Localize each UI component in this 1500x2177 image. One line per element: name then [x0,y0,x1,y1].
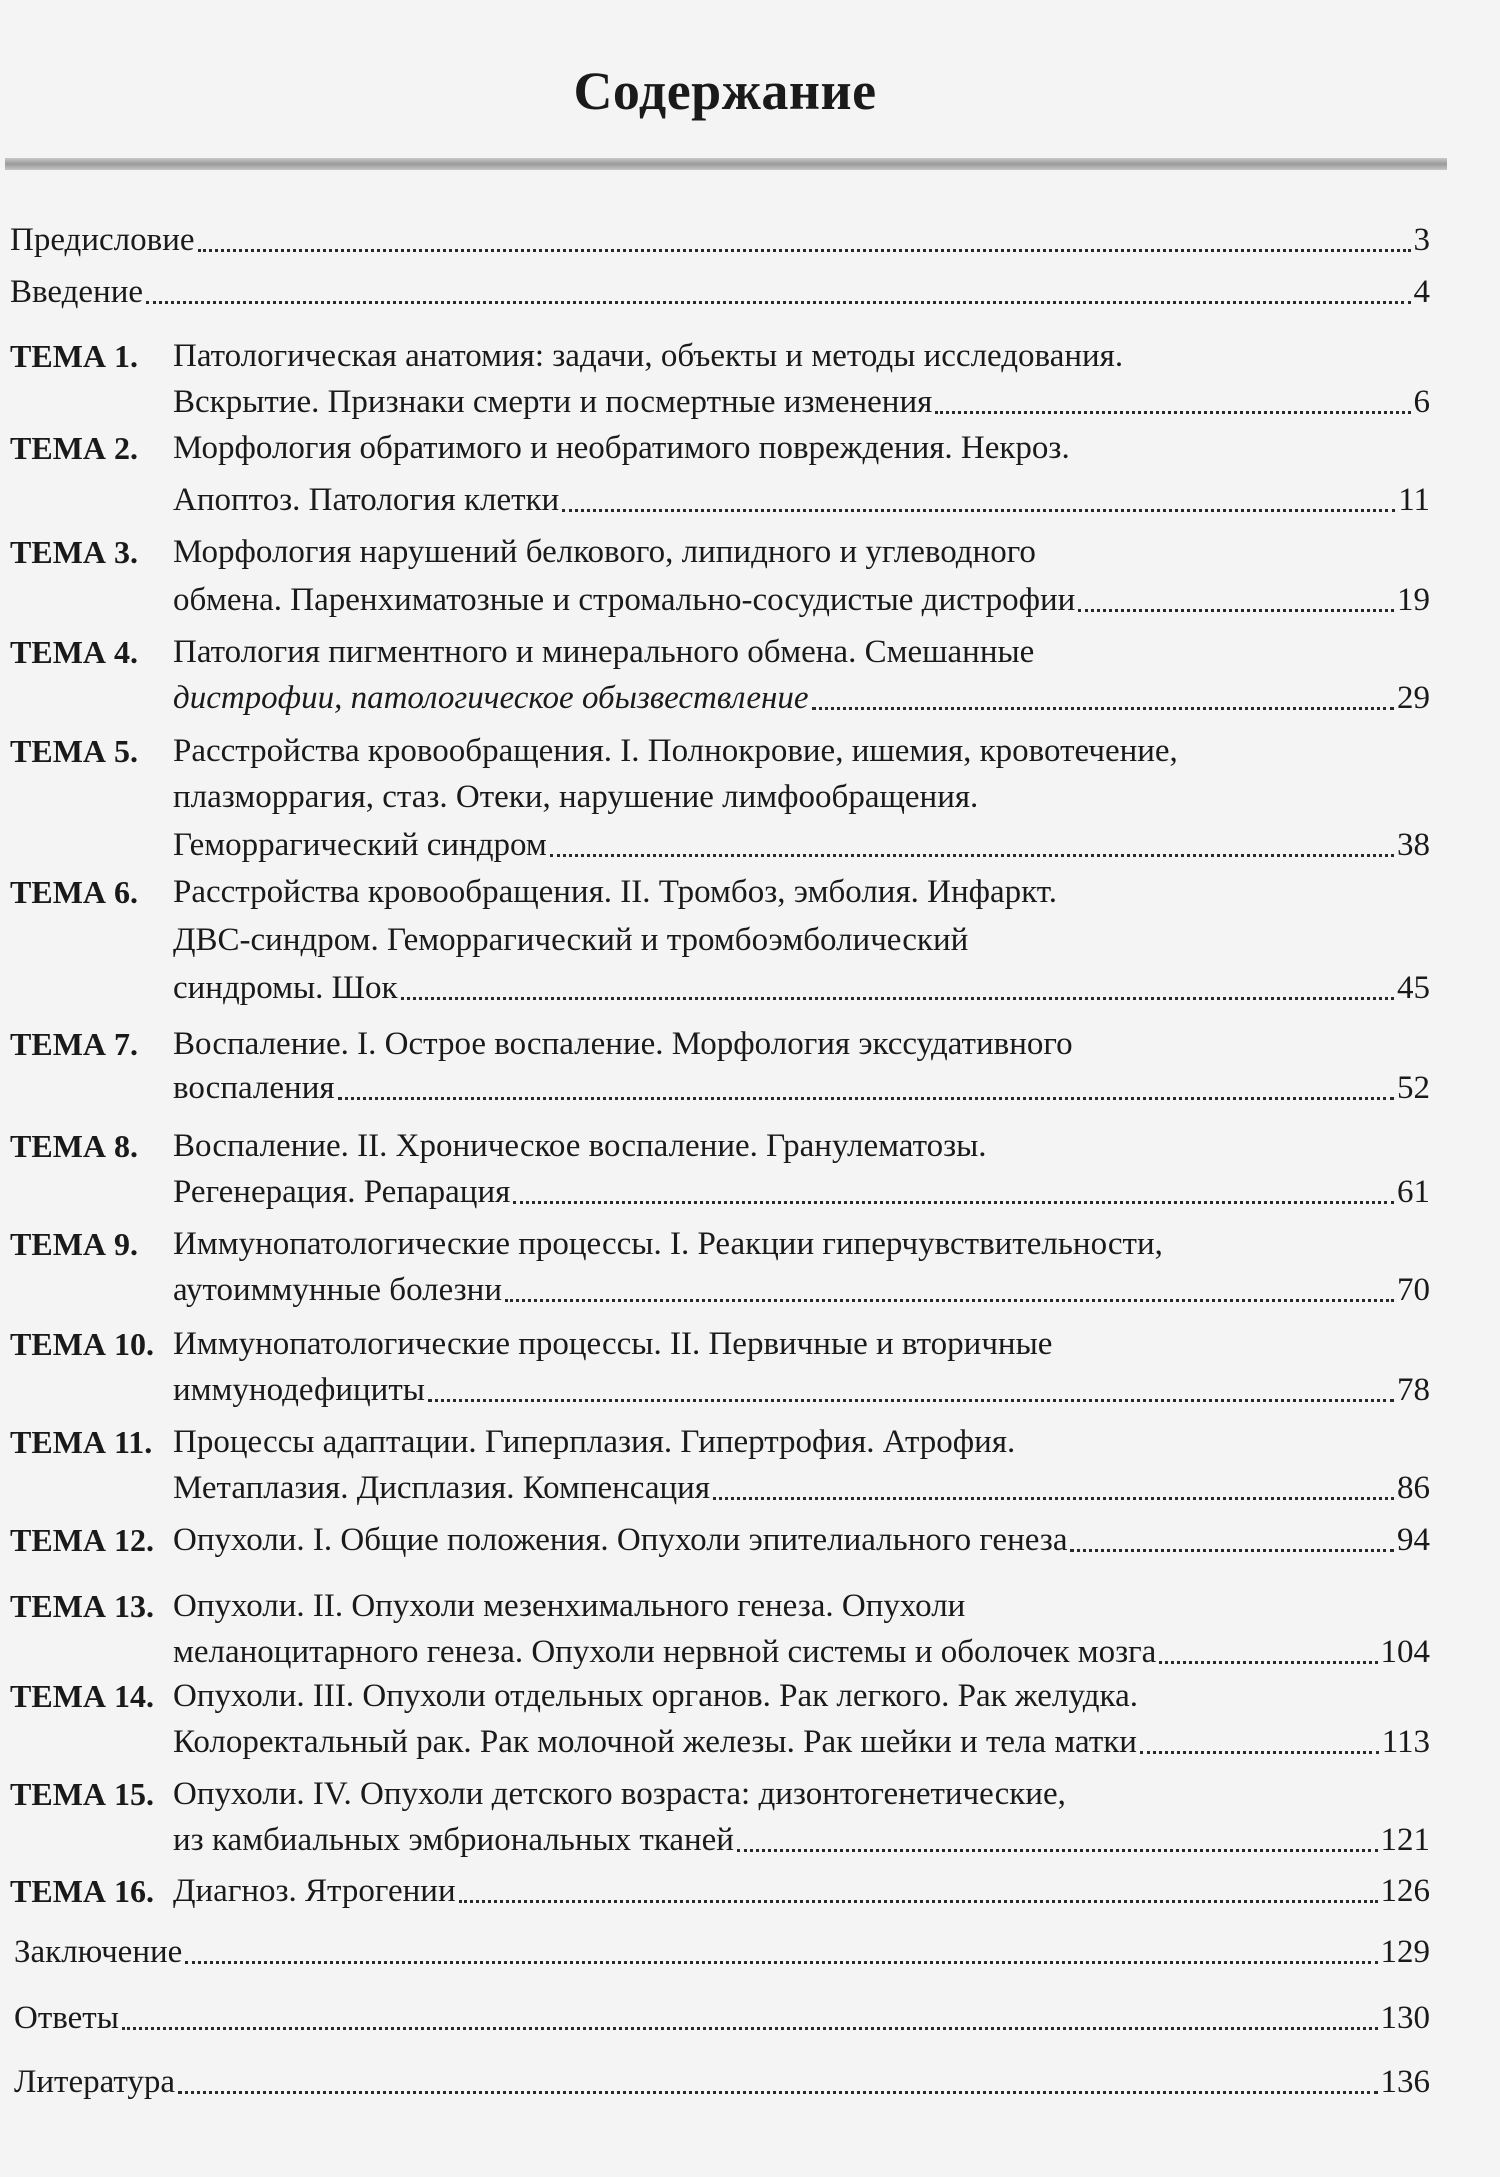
toc-entry-text: Введение [10,274,144,310]
dot-leader [185,1961,1377,1964]
toc-entry-text: обмена. Паренхиматозные и стромально-сосудистые дистрофии [173,582,1076,618]
page-number: 86 [1397,1470,1430,1506]
dot-leader [1140,1751,1379,1754]
dot-leader [428,1399,1394,1402]
dot-leader [122,2027,1378,2030]
page-number: 6 [1413,384,1430,420]
toc-line-row [0,1630,1430,1674]
dot-leader [401,997,1394,1000]
topic-title-line: Расстройства кровообращения. II. Тромбоз, эмболия. Инфаркт. [173,874,1057,910]
topic-title-line: плазморрагия, стаз. Отеки, нарушение лимфообращения. [173,779,979,815]
topic-title-line: Патологическая анатомия: задачи, объекты и методы исследования. [173,338,1124,374]
toc-line-row [0,1124,1430,1168]
toc-line-row [0,775,1430,819]
topic-number: ТЕМА 3. [10,534,138,570]
toc-line-row [0,218,1430,262]
toc-line-row [0,1222,1430,1266]
page-number: 126 [1380,1873,1430,1909]
dot-leader [178,2091,1377,2094]
toc-line-row [0,918,1430,962]
toc-entry-text: Заключение [14,1934,183,1970]
page-number: 130 [1380,2000,1430,2036]
toc-entry-text: Регенерация. Репарация [173,1174,511,1210]
toc-entry-text: Метаплазия. Дисплазия. Компенсация [173,1470,710,1506]
page-number: 19 [1397,582,1430,618]
dot-leader [562,509,1395,512]
toc-line [14,1930,1430,1974]
toc-line-row [0,630,1430,674]
toc-line-row [0,676,1430,720]
topic-number: ТЕМА 11. [10,1424,153,1460]
dot-leader [459,1900,1378,1903]
toc-line-row [0,1268,1430,1312]
toc-entry-text: Опухоли. I. Общие положения. Опухоли эпителиального генеза [173,1522,1068,1558]
topic-number: ТЕМА 9. [10,1226,138,1262]
toc-line-row [0,1818,1430,1862]
topic-number: ТЕМА 12. [10,1522,154,1558]
toc-entry-text: Литература [14,2064,176,2100]
topic-title-line: Морфология обратимого и необратимого повреждения. Некроз. [173,430,1070,466]
toc-line [173,676,1430,720]
toc-line-row [0,870,1430,914]
topic-title-line: Иммунопатологические процессы. I. Реакции гиперчувствительности, [173,1226,1163,1262]
dot-leader [812,707,1394,710]
page-number: 38 [1397,827,1430,863]
toc-line-row [0,1584,1430,1628]
dot-leader [935,411,1410,414]
toc-line [173,478,1430,522]
toc-entry-text: аутоиммунные болезни [173,1272,503,1308]
toc-line [173,1869,1430,1913]
topic-number: ТЕМА 15. [10,1776,154,1812]
toc-entry-text: Геморрагический синдром [173,827,547,863]
dot-leader [1078,609,1394,612]
toc-entry-text: Диагноз. Ятрогении [173,1873,456,1909]
toc-entry-text: из камбиальных эмбриональных тканей [173,1822,734,1858]
toc-line [173,966,1430,1010]
page-number: 11 [1398,482,1430,518]
toc-line [173,1630,1430,1674]
topic-title-line: Воспаление. I. Острое воспаление. Морфология экссудативного [173,1026,1073,1062]
page-number: 70 [1397,1272,1430,1308]
toc-line-row [0,1322,1430,1366]
topic-number: ТЕМА 7. [10,1026,138,1062]
page-number: 29 [1397,680,1430,716]
toc-line [173,1466,1430,1510]
toc-entry-text: иммунодефициты [173,1372,425,1408]
toc-line-row [0,1420,1430,1464]
toc-line-row [0,1518,1430,1562]
title-rule [5,158,1447,170]
toc-line-row [0,1869,1430,1913]
toc-line-row [0,729,1430,773]
toc-line-row [0,1368,1430,1412]
toc-entry-text: Колоректальный рак. Рак молочной железы. Рак шейки и тела матки [173,1724,1137,1760]
topic-title-line: Опухоли. III. Опухоли отдельных органов. Рак легкого. Рак желудка. [173,1678,1138,1714]
toc-line [173,380,1430,424]
toc-line-row [0,2060,1430,2104]
toc-entry-text: синдромы. Шок [173,970,398,1006]
toc-line-row [0,1674,1430,1718]
topic-title-line: Опухоли. IV. Опухоли детского возраста: дизонтогенетические, [173,1776,1066,1812]
toc-line-row [0,966,1430,1010]
toc-line [173,578,1430,622]
page-number: 129 [1380,1934,1430,1970]
toc-line-row [0,1996,1430,2040]
topic-number: ТЕМА 8. [10,1128,138,1164]
topic-number: ТЕМА 14. [10,1678,154,1714]
toc-line-row [0,1720,1430,1764]
toc-line-row [0,1930,1430,1974]
toc-line [173,823,1430,867]
page-number: 94 [1397,1522,1430,1558]
toc-line-row [0,530,1430,574]
page-number: 52 [1397,1070,1430,1106]
toc-entry-text: воспаления [173,1070,335,1106]
toc-line [14,1996,1430,2040]
topic-number: ТЕМА 2. [10,430,138,466]
toc-line-row [0,578,1430,622]
page-number: 104 [1380,1634,1430,1670]
toc-line [173,1720,1430,1764]
topic-title-line: ДВС-синдром. Геморрагический и тромбоэмболический [173,922,969,958]
topic-title-line: Иммунопатологические процессы. II. Первичные и вторичные [173,1326,1053,1362]
toc-line [10,218,1430,262]
topic-title-line: Морфология нарушений белкового, липидного и углеводного [173,534,1036,570]
toc-line [173,1066,1430,1110]
toc-line-row [0,426,1430,470]
toc-entry-text: Предисловие [10,222,195,258]
toc-entry-text: меланоцитарного генеза. Опухоли нервной системы и оболочек мозга [173,1634,1157,1670]
dot-leader [146,301,1410,304]
topic-number: ТЕМА 16. [10,1873,154,1909]
topic-title-line: Патология пигментного и минерального обмена. Смешанные [173,634,1035,670]
toc-line-row [0,478,1430,522]
toc-line-row [0,1466,1430,1510]
topic-number: ТЕМА 1. [10,338,138,374]
dot-leader [713,1497,1394,1500]
page-number: 61 [1397,1174,1430,1210]
topic-number: ТЕМА 10. [10,1326,154,1362]
dot-leader [1070,1549,1394,1552]
page-number: 78 [1397,1372,1430,1408]
toc-line [173,1268,1430,1312]
toc-line-row [0,1772,1430,1816]
page-number: 113 [1381,1724,1430,1760]
page-number: 4 [1413,274,1430,310]
page-number: 45 [1397,970,1430,1006]
toc-line [14,2060,1430,2104]
page-title: Содержание [573,61,877,121]
dot-leader [550,854,1394,857]
topic-number: ТЕМА 13. [10,1588,154,1624]
toc-line-row [0,1022,1430,1066]
dot-leader [737,1849,1378,1852]
toc-line [173,1518,1430,1562]
topic-number: ТЕМА 5. [10,733,138,769]
topic-number: ТЕМА 6. [10,874,138,910]
toc-entry-text: Вскрытие. Признаки смерти и посмертные изменения [173,384,933,420]
toc-line [173,1170,1430,1214]
toc-line-row [0,380,1430,424]
page-number: 3 [1413,222,1430,258]
toc-line-row [0,1170,1430,1214]
toc-line [173,1818,1430,1862]
toc-line-row [0,823,1430,867]
toc-line-row [0,1066,1430,1110]
toc-entry-text: Апоптоз. Патология клетки [173,482,560,518]
dot-leader [198,249,1411,252]
toc-line-row [0,334,1430,378]
topic-title-line: Расстройства кровообращения. I. Полнокровие, ишемия, кровотечение, [173,733,1178,769]
topic-title-line: Воспаление. II. Хроническое воспаление. Гранулематозы. [173,1128,987,1164]
toc-line [173,1368,1430,1412]
topic-title-line: Процессы адаптации. Гиперплазия. Гипертрофия. Атрофия. [173,1424,1016,1460]
page-number: 136 [1380,2064,1430,2100]
topic-title-line: Опухоли. II. Опухоли мезенхимального генеза. Опухоли [173,1588,966,1624]
dot-leader [338,1097,1394,1100]
dot-leader [1159,1661,1377,1664]
toc-entry-text: дистрофии, патологическое обызвествление [173,680,809,716]
toc-line [10,270,1430,314]
page-number: 121 [1380,1822,1430,1858]
topic-number: ТЕМА 4. [10,634,138,670]
dot-leader [505,1299,1394,1302]
toc-line-row [0,270,1430,314]
dot-leader [513,1201,1394,1204]
toc-entry-text: Ответы [14,2000,119,2036]
